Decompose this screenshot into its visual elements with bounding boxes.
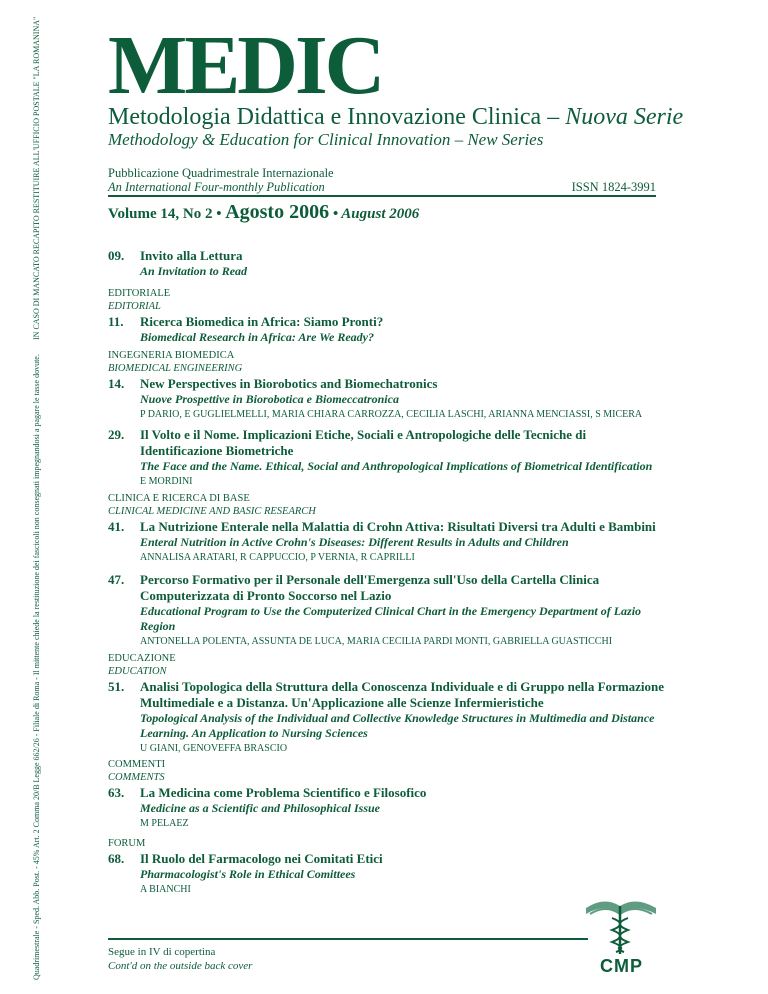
article-41[interactable]: 41. La Nutrizione Enterale nella Malattia di Crohn Attiva: Risultati Diversi tra Adulti e Bambini Enteral Nutrition in Active Crohn's Diseases: Different Results in Adults and Children ANNALISA ARATARI, R CAPPUCCIO, P VERNIA, R CAPRILLI <box>108 519 656 563</box>
publication-type-italian: Pubblicazione Quadrimestrale Internazionale <box>108 166 334 180</box>
sidebar-postal-notice: IN CASO DI MANCATO RECAPITO RESTITUIRE ALL'UFFICIO POSTALE "LA ROMANINA" <box>32 16 41 340</box>
publication-type-english: An International Four-monthly Publication <box>108 180 325 194</box>
section-clinical-medicine: CLINICA E RICERCA DI BASE CLINICAL MEDICINE AND BASIC RESEARCH <box>108 493 316 517</box>
sidebar-shipping-notice: Quadrimestrale - Sped. Abb. Post. - 45% Art. 2 Comma 20/B Legge 662/26 - Filiale di Roma - Il mittente chiede la restituzione dei fascicoli non consegnati impegnandosi a pagare le tasse dovute. <box>32 354 41 980</box>
section-biomedical-engineering: INGEGNERIA BIOMEDICA BIOMEDICAL ENGINEERING <box>108 350 243 374</box>
journal-title: MEDIC <box>108 19 383 112</box>
article-68[interactable]: 68. Il Ruolo del Farmacologo nei Comitati Etici Pharmacologist's Role in Ethical Comittees A BIANCHI <box>108 851 383 895</box>
section-comments: COMMENTI COMMENTS <box>108 759 166 783</box>
article-11[interactable]: 11. Ricerca Biomedica in Africa: Siamo Pronti? Biomedical Research in Africa: Are We Ready? <box>108 314 384 344</box>
article-51[interactable]: 51. Analisi Topologica della Struttura della Conoscenza Individuale e di Gruppo nella Formazione Multimediale e a Distanza. Un'Applicazione alle Scienze Infermieristiche Topological Analysis of the Individual and Collective Knowledge Structures in Multimedia and Distance Learning. An Application to Nursing Sciences U GIANI, GENOVEFFA BRASCIO <box>108 679 665 754</box>
section-education: EDUCAZIONE EDUCATION <box>108 653 176 677</box>
issn: ISSN 1824-3991 <box>571 180 656 194</box>
article-47[interactable]: 47. Percorso Formativo per il Personale dell'Emergenza sull'Uso della Cartella Clinica Computerizzata di Pronto Soccorso nel Lazio Educational Program to Use the Computerized Clinical Chart in the Emergency Department of Lazio Region ANTONELLA POLENTA, ASSUNTA DE LUCA, MARIA CECILIA PARDI MONTI, GABRIELLA GUASTICCHI <box>108 572 642 647</box>
article-09[interactable]: 09. Invito alla Lettura An Invitation to Read <box>108 248 248 278</box>
continued-note-italian: Segue in IV di copertina <box>108 946 216 958</box>
article-29[interactable]: 29. Il Volto e il Nome. Implicazioni Etiche, Sociali e Antropologiche delle Tecniche di Identificazione Biometriche The Face and the Name. Ethical, Social and Anthropological Implications of Biometrical Identification E MORDINI <box>108 427 653 487</box>
subtitle-english: Methodology & Education for Clinical Innovation – New Series <box>108 130 544 149</box>
subtitle-italian: Metodologia Didattica e Innovazione Clinica – Nuova Serie <box>108 104 684 130</box>
section-forum: FORUM <box>108 838 146 849</box>
section-editorial: EDITORIALE EDITORIAL <box>108 288 171 312</box>
article-63[interactable]: 63. La Medicina come Problema Scientifico e Filosofico Medicine as a Scientific and Philosophical Issue M PELAEZ <box>108 785 427 829</box>
continued-note-english: Cont'd on the outside back cover <box>108 960 253 972</box>
footer-rule <box>108 938 588 940</box>
volume-line: Volume 14, No 2 • Agosto 2006 • August 2006 <box>108 201 420 223</box>
article-14[interactable]: 14. New Perspectives in Biorobotics and Biomechatronics Nuove Prospettive in Biorobotica e Biomeccatronica P DARIO, E GUGLIELMELLI, MARIA CHIARA CARROZZA, CECILIA LASCHI, ARIANNA MENCIASSI, S MICERA <box>108 376 643 420</box>
cmp-logo-text: CMP <box>600 956 643 976</box>
header-rule <box>108 195 656 197</box>
